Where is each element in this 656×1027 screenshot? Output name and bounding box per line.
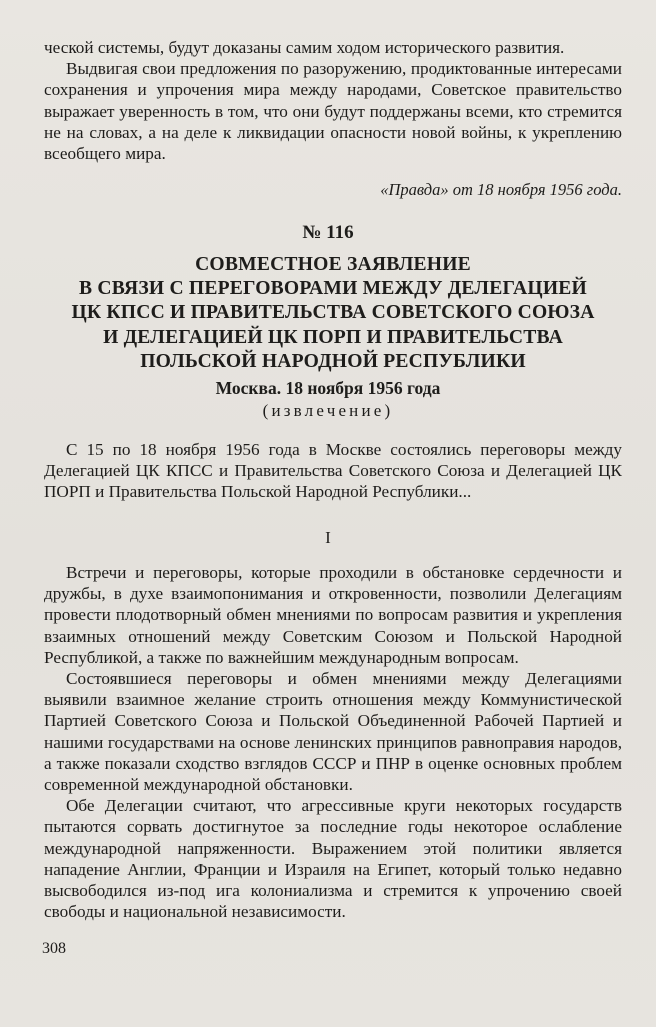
section-number: I — [325, 528, 331, 547]
page-number: 308 — [42, 940, 66, 957]
source-reference — [44, 180, 622, 200]
title-line: И ДЕЛЕГАЦИЕЙ ЦК ПОРП И ПРАВИТЕЛЬСТВА — [103, 326, 563, 348]
excerpt-note: (извлечение) — [262, 401, 394, 420]
title-line: ЦК КПСС И ПРАВИТЕЛЬСТВА СОВЕТСКОГО СОЮЗА — [71, 302, 595, 324]
place-date: Москва. 18 ноября 1956 года — [215, 378, 441, 398]
document-title — [44, 253, 622, 374]
body-paragraph: Обе Делегации считают, что агрессивные круги некоторых государств пытаются сорвать достигнутое за последние годы некоторое ослабление международной напряженности. Выражением этой политики является нападение Англии, Франции и Израиля на Египет, который только недавно высвободился из-под ига колониализма и стремится к упрочению своей свободы и национальной независимости. — [44, 796, 622, 922]
top-text-block — [44, 37, 622, 164]
title-line: В СВЯЗИ С ПЕРЕГОВОРАМИ МЕЖДУ ДЕЛЕГАЦИЕЙ — [79, 278, 587, 300]
intro-block — [44, 439, 622, 503]
continuation-paragraph: ческой системы, будут доказаны самим ходом исторического развития. — [44, 38, 565, 57]
title-line: ПОЛЬСКОЙ НАРОДНОЙ РЕСПУБЛИКИ — [140, 350, 526, 372]
source-date: от 18 ноября 1956 года. — [448, 180, 622, 199]
source-newspaper: «Правда» — [380, 180, 449, 199]
body-paragraph: Состоявшиеся переговоры и обмен мнениями между Делегациями выявили взаимное желание строить отношения между Коммунистической Партией Советского Союза и Польской Объединенной Рабочей Партией и нашими государствами на основе ленинских принципов равноправия народов, а также показали сходство взглядов СССР и ПНР в оценке основных проблем современной международной обстановки. — [44, 669, 622, 795]
body-paragraph: Встречи и переговоры, которые проходили в обстановке сердечности и дружбы, в духе взаимопонимания и откровенности, позволили Делегациям провести плодотворный обмен мнениями по вопросам развития и укрепления взаимных отношений между Советским Союзом и Польской Народной Республикой, а также по важнейшим международным вопросам. — [44, 563, 622, 667]
document-number: № 116 — [302, 222, 354, 243]
disarmament-paragraph: Выдвигая свои предложения по разоружению, продиктованные интересами сохранения и упрочения мира между народами, Советское правительство выражает уверенность в том, что они будут поддержаны всеми, кто стремится не на словах, а на деле к ликвидации опасности новой войны, к укреплению всеобщего мира. — [44, 59, 622, 164]
title-line: СОВМЕСТНОЕ ЗАЯВЛЕНИЕ — [195, 254, 471, 275]
section-body — [44, 562, 622, 922]
intro-paragraph: С 15 по 18 ноября 1956 года в Москве состоялись переговоры между Делегацией ЦК КПСС и Правительства Советского Союза и Делегацией ЦК ПОРП и Правительства Польской Народной Республики... — [44, 440, 622, 502]
